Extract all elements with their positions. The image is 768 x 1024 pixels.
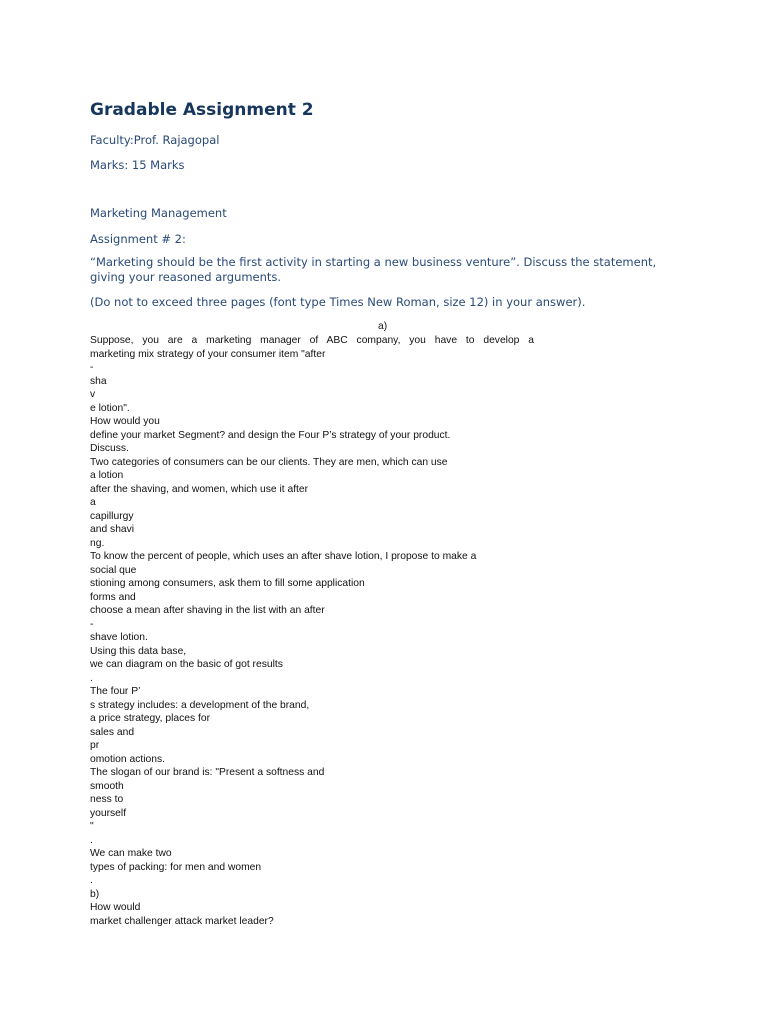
body-line: pr (90, 740, 100, 751)
body-line: s strategy includes: a development of the brand, (90, 699, 310, 711)
body-line: a lotion (90, 470, 124, 481)
body-line: we can diagram on the basic of got results (90, 659, 283, 670)
body-line: ness to (90, 794, 124, 805)
body-line: Discuss. (90, 443, 129, 454)
body-line: define your market Segment? and design the Four P’s strategy of your product. (90, 429, 451, 441)
faculty-line: Faculty:Prof. Rajagopal (90, 133, 220, 147)
body-line: How would you (90, 416, 160, 427)
body-line: after the shaving, and women, which use it after (90, 483, 309, 495)
body-line: capillurgy (90, 510, 134, 522)
marks-line: Marks: 15 Marks (90, 158, 185, 172)
subject-line: Marketing Management (90, 206, 227, 220)
body-line: . (90, 672, 93, 684)
body-line: a price strategy, places for (90, 713, 210, 724)
body-line: v (90, 389, 96, 400)
body-line: market challenger attack market leader? (90, 915, 274, 927)
document-title: Gradable Assignment 2 (90, 100, 314, 120)
body-line: ng. (90, 537, 105, 549)
body-line: . (90, 875, 93, 886)
body-line: smooth (90, 780, 124, 792)
body-line: and shavi (90, 524, 135, 535)
body-line: a) (378, 321, 388, 332)
body-line: marketing mix strategy of your consumer item "after (90, 348, 326, 360)
assignment-question: “Marketing should be the first activity in starting a new business venture”. Discuss the statement, giving your reasoned arguments. (90, 255, 657, 284)
body-line: b) (90, 888, 100, 900)
body-line: a (90, 497, 96, 508)
body-line: The four P’ (90, 686, 141, 697)
body-line: To know the percent of people, which uses an after shave lotion, I propose to make a (90, 551, 477, 562)
body-line: sales and (90, 726, 135, 738)
body-line: Suppose, you are a marketing manager of ABC company, you have to develop a (90, 335, 534, 346)
body-line: omotion actions. (90, 753, 165, 765)
body-line: choose a mean after shaving in the list with an after (90, 605, 325, 616)
body-line: yourself (90, 807, 127, 819)
body-line: - (90, 618, 94, 630)
body-line: - (90, 362, 94, 373)
body-line: types of packing: for men and women (90, 861, 262, 873)
body-line: social que (90, 564, 137, 576)
body-line: We can make two (90, 848, 172, 859)
assignment-instruction: (Do not to exceed three pages (font type Times New Roman, size 12) in your answer). (90, 295, 586, 309)
body-line: shave lotion. (90, 632, 148, 643)
body-line: Two categories of consumers can be our clients. They are men, which can use (90, 456, 448, 468)
body-line: How would (90, 902, 141, 913)
body-line: sha (90, 375, 107, 387)
assignment-number: Assignment # 2: (90, 232, 186, 246)
body-line: forms and (90, 591, 136, 603)
body-line: " (90, 821, 94, 832)
body-line: e lotion". (90, 402, 130, 414)
body-line: Using this data base, (90, 645, 187, 657)
body-line: stioning among consumers, ask them to fill some application (90, 578, 365, 589)
body-line: . (90, 834, 93, 846)
body-line: The slogan of our brand is: "Present a softness and (90, 767, 325, 778)
